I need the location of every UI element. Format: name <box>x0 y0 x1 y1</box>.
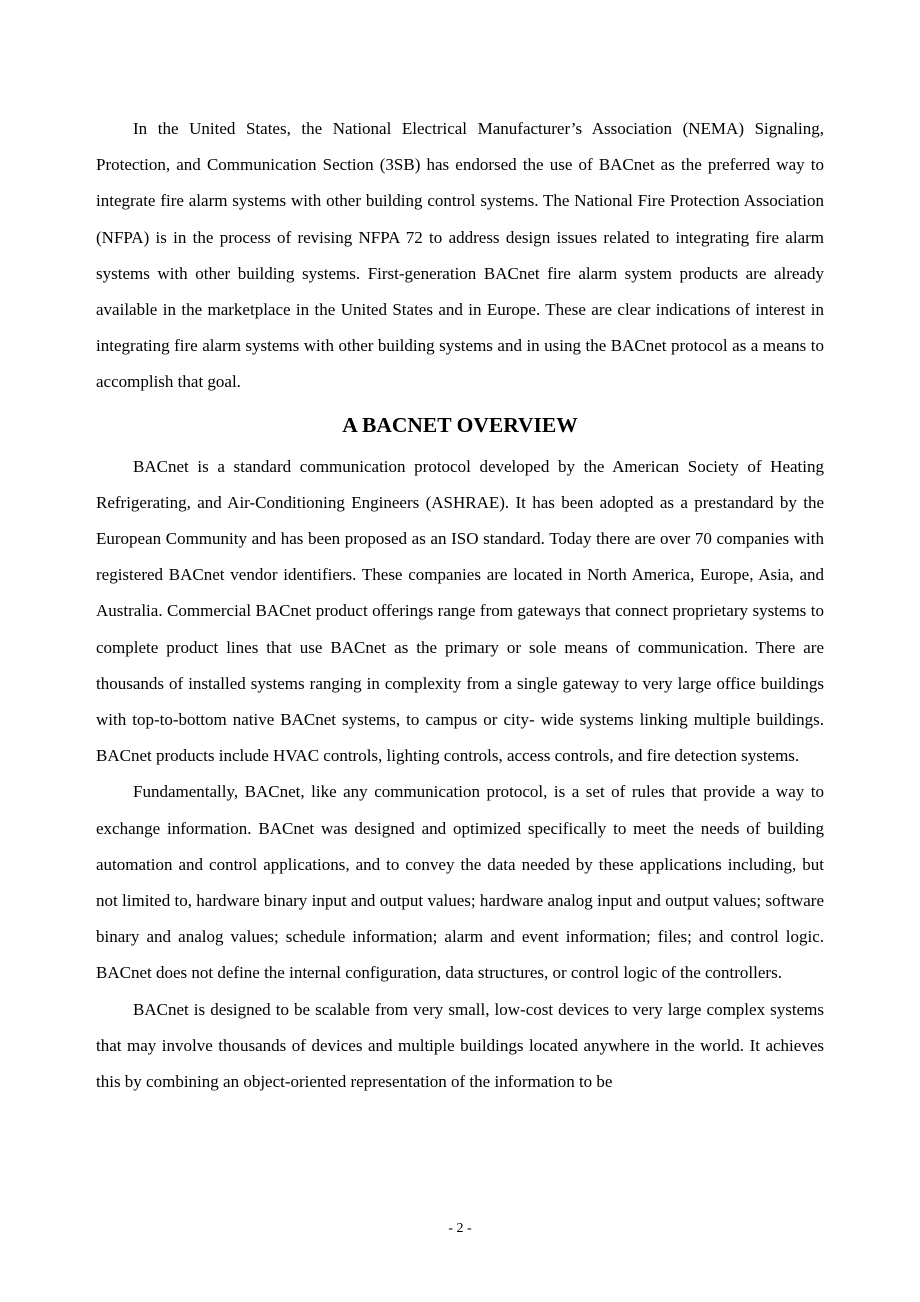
page-number: - 2 - <box>448 1221 472 1236</box>
document-body <box>96 111 824 1100</box>
intro-paragraph: In the United States, the National Electrical Manufacturer’s Association (NEMA) Signaling, Protection, and Communication Section (3SB) has endorsed the use of BACnet as the preferred way to integrate fire alarm systems with other building control systems. The National Fire Protection Association (NFPA) is in the process of revising NFPA 72 to address design issues related to integrating fire alarm systems with other building systems. First-generation BACnet fire alarm system products are already available in the marketplace in the United States and in Europe. These are clear indications of interest in integrating fire alarm systems with other building systems and in using the BACnet protocol as a means to accomplish that goal. <box>96 119 824 392</box>
body-paragraph-2: Fundamentally, BACnet, like any communication protocol, is a set of rules that provide a way to exchange information. BACnet was designed and optimized specifically to meet the needs of building automation and control applications, and to convey the data needed by these applications including, but not limited to, hardware binary input and output values; hardware analog input and output values; software binary and analog values; schedule information; alarm and event information; files; and control logic. BACnet does not define the internal configuration, data structures, or control logic of the controllers. <box>96 782 824 983</box>
body-paragraph-3: BACnet is designed to be scalable from very small, low-cost devices to very large complex systems that may involve thousands of devices and multiple buildings located anywhere in the world. It achieves this by combining an object-oriented representation of the information to be <box>96 999 824 1092</box>
body-paragraph-1: BACnet is a standard communication protocol developed by the American Society of Heating Refrigerating, and Air-Conditioning Engineers (ASHRAE). It has been adopted as a prestandard by the European Community and has been proposed as an ISO standard. Today there are over 70 companies with registered BACnet vendor identifiers. These companies are located in North America, Europe, Asia, and Australia. Commercial BACnet product offerings range from gateways that connect proprietary systems to complete product lines that use BACnet as the primary or sole means of communication. There are thousands of installed systems ranging in complexity from a single gateway to very large office buildings with top-to-bottom native BACnet systems, to campus or city- wide systems linking multiple buildings. BACnet products include HVAC controls, lighting controls, access controls, and fire detection systems. <box>96 456 824 766</box>
section-heading: A BACNET OVERVIEW <box>342 412 578 437</box>
